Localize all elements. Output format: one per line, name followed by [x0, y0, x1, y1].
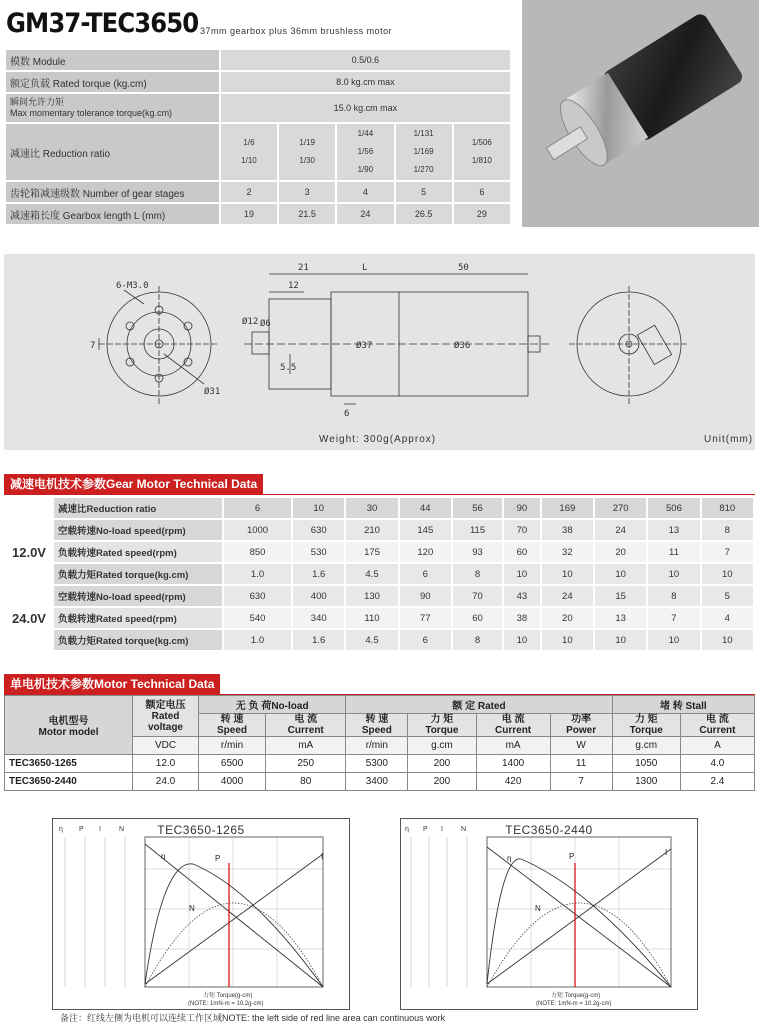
unit-cell: W [550, 737, 612, 755]
unit-cell: VDC [133, 737, 199, 755]
data-cell: 540 [223, 607, 292, 629]
model-header-en: Motor model [38, 727, 99, 738]
ratio-cell: 1/506 1/810 [453, 123, 511, 181]
unit-cell: A [680, 737, 754, 755]
length-cell: 26.5 [395, 203, 453, 225]
data-cell: 32 [541, 541, 594, 563]
col-current: 电 流 Current [266, 714, 346, 737]
data-cell: 10 [503, 563, 541, 585]
product-photo [522, 0, 759, 227]
data-cell: 400 [292, 585, 345, 607]
data-cell: 13 [647, 519, 700, 541]
col-speed: 转 速 Speed [199, 714, 266, 737]
data-cell: 15 [594, 585, 647, 607]
col-head: N [461, 826, 467, 833]
data-cell: 11 [647, 541, 700, 563]
power-curve [487, 903, 671, 987]
speed-curve [145, 844, 323, 987]
data-cell: 6 [399, 629, 452, 651]
chart-xnote: (NOTE: 1mN-m = 10.2g-cm) [188, 1001, 264, 1007]
data-cell: 7 [550, 773, 612, 791]
data-cell: 70 [503, 519, 541, 541]
data-cell: 38 [541, 519, 594, 541]
voltage-12v: 12.0V [5, 519, 53, 585]
data-cell: 1400 [476, 755, 550, 773]
dim-d31: Ø31 [204, 387, 221, 397]
chart-svg-2440 [401, 819, 699, 1011]
data-cell: 4 [701, 607, 754, 629]
data-cell: 120 [399, 541, 452, 563]
efficiency-curve [487, 859, 671, 987]
weight-label: Weight: 300g(Approx) [319, 434, 437, 445]
curve-label-n: N [189, 904, 195, 913]
data-cell: 38 [503, 607, 541, 629]
data-cell: 130 [345, 585, 398, 607]
ratio-cell: 506 [647, 497, 700, 519]
stage-cell: 3 [278, 181, 336, 203]
col-head: I [441, 826, 443, 833]
product-subtitle: 37mm gearbox plus 36mm brushless motor [200, 26, 393, 36]
data-cell: 340 [292, 607, 345, 629]
motor-model-name: TEC3650-1265 [5, 755, 133, 773]
voltage-24v: 24.0V [5, 585, 53, 651]
data-cell: 630 [292, 519, 345, 541]
data-cell: 175 [345, 541, 398, 563]
stage-cell: 4 [336, 181, 394, 203]
performance-chart-2440 [400, 818, 698, 1010]
noload-speed-label: 空载转速No-load speed(rpm) [53, 585, 223, 607]
dim-d37: Ø37 [356, 341, 373, 351]
noload-group-header: 无 负 荷No-load [199, 696, 346, 714]
unit-cell: r/min [346, 737, 408, 755]
data-cell: 70 [452, 585, 503, 607]
data-cell: 5300 [346, 755, 408, 773]
data-cell: 3400 [346, 773, 408, 791]
data-cell: 250 [266, 755, 346, 773]
chart-xlabel: 力矩 Torque(g-cm) [203, 993, 253, 999]
data-cell: 1000 [223, 519, 292, 541]
stall-group-header: 堵 转 Stall [612, 696, 754, 714]
curve-label-p: P [569, 852, 575, 861]
length-cell: 19 [220, 203, 278, 225]
ratio-cell: 1/19 1/30 [278, 123, 336, 181]
chart-title: TEC3650-2440 [505, 823, 593, 837]
col-current: 电 流 Current [680, 714, 754, 737]
dimension-drawing-svg [4, 254, 755, 450]
data-cell: 60 [452, 607, 503, 629]
col-power: 功率 Power [550, 714, 612, 737]
gearbox-length-label: 减速箱长度 Gearbox length L (mm) [5, 203, 220, 225]
current-curve [145, 854, 323, 984]
unit-cell: r/min [199, 737, 266, 755]
data-cell: 5 [701, 585, 754, 607]
curve-label-eta: η [507, 854, 512, 863]
module-label: 模数 Module [5, 49, 220, 71]
data-cell: 8 [452, 563, 503, 585]
chart-xnote: (NOTE: 1mN-m = 10.2g-cm) [536, 1001, 612, 1007]
stage-cell: 5 [395, 181, 453, 203]
data-cell: 4.0 [680, 755, 754, 773]
product-title: GM37-TEC3650 [6, 8, 199, 39]
ratio-cell: 1/131 1/169 1/270 [395, 123, 453, 181]
momentary-torque-value: 15.0 kg.cm max [220, 93, 511, 123]
data-cell: 200 [408, 755, 476, 773]
stage-cell: 6 [453, 181, 511, 203]
dim-w6: 6 [344, 409, 350, 419]
momentary-torque-label [5, 93, 220, 123]
data-cell: 10 [503, 629, 541, 651]
data-cell: 145 [399, 519, 452, 541]
curve-label-eta: η [161, 852, 166, 861]
data-cell: 1.6 [292, 563, 345, 585]
data-cell: 20 [541, 607, 594, 629]
col-head: P [423, 826, 428, 833]
data-cell: 10 [647, 629, 700, 651]
noload-speed-label: 空载转速No-load speed(rpm) [53, 519, 223, 541]
data-cell: 110 [345, 607, 398, 629]
rated-torque-value: 8.0 kg.cm max [220, 71, 511, 93]
dim-wL: L [362, 263, 368, 273]
data-cell: 6500 [199, 755, 266, 773]
curve-label-n: N [535, 904, 541, 913]
banner-divider [4, 494, 755, 495]
rated-voltage-header [133, 696, 199, 737]
chart-title: TEC3650-1265 [157, 823, 245, 837]
data-cell: 4000 [199, 773, 266, 791]
col-head: N [119, 826, 125, 833]
col-head: P [79, 826, 84, 833]
data-cell: 10 [701, 563, 754, 585]
data-cell: 13 [594, 607, 647, 629]
data-cell: 80 [266, 773, 346, 791]
motor-data-table [4, 695, 755, 791]
ratio-cell: 270 [594, 497, 647, 519]
ratio-cell: 1/6 1/10 [220, 123, 278, 181]
data-cell: 7 [647, 607, 700, 629]
data-cell: 2.4 [680, 773, 754, 791]
model-header [5, 696, 133, 755]
rated-speed-label: 负载转速Rated speed(rpm) [53, 541, 223, 563]
ratio-row-label: 减速比Reduction ratio [53, 497, 223, 519]
dim-h55: 5.5 [280, 363, 297, 373]
data-cell: 4.5 [345, 563, 398, 585]
length-cell: 29 [453, 203, 511, 225]
ratio-cell: 10 [292, 497, 345, 519]
rated-voltage-en: Rated voltage [147, 710, 183, 733]
col-torque: 力 矩 Torque [408, 714, 476, 737]
data-cell: 630 [223, 585, 292, 607]
data-cell: 10 [594, 629, 647, 651]
data-cell: 6 [399, 563, 452, 585]
col-current: 电 流 Current [476, 714, 550, 737]
data-cell: 11 [550, 755, 612, 773]
rated-voltage-cn: 额定电压 [145, 699, 186, 711]
unit-cell: g.cm [612, 737, 680, 755]
data-cell: 10 [701, 629, 754, 651]
chart-xlabel: 力矩 Torque(g-cm) [551, 993, 601, 999]
ratio-cell: 90 [503, 497, 541, 519]
rated-torque-label: 负载力矩Rated torque(kg.cm) [53, 563, 223, 585]
length-cell: 21.5 [278, 203, 336, 225]
data-cell: 1.0 [223, 629, 292, 651]
data-cell: 1.0 [223, 563, 292, 585]
curve-label-i: I [665, 848, 668, 857]
stage-cell: 2 [220, 181, 278, 203]
reduction-ratio-label: 减速比 Reduction ratio [5, 123, 220, 181]
blank-cell [5, 497, 53, 519]
motor-model-name: TEC3650-2440 [5, 773, 133, 791]
data-cell: 20 [594, 541, 647, 563]
data-cell: 10 [541, 563, 594, 585]
length-cell: 24 [336, 203, 394, 225]
data-cell: 93 [452, 541, 503, 563]
ratio-cell: 44 [399, 497, 452, 519]
efficiency-curve [145, 864, 323, 987]
data-cell: 43 [503, 585, 541, 607]
dim-w50: 50 [458, 263, 469, 273]
chart-svg-1265 [53, 819, 351, 1011]
model-header-cn: 电机型号 [48, 716, 89, 727]
ratio-cell: 30 [345, 497, 398, 519]
rated-speed-label: 负载转速Rated speed(rpm) [53, 607, 223, 629]
dim-d36: Ø36 [454, 341, 471, 351]
data-cell: 24.0 [133, 773, 199, 791]
data-cell: 8 [701, 519, 754, 541]
col-speed: 转 速 Speed [346, 714, 408, 737]
momentary-label-cn: 瞬间允许力矩 [10, 97, 65, 107]
data-cell: 1300 [612, 773, 680, 791]
data-cell: 1050 [612, 755, 680, 773]
dim-w21: 21 [298, 263, 309, 273]
data-cell: 1.6 [292, 629, 345, 651]
data-cell: 210 [345, 519, 398, 541]
data-cell: 530 [292, 541, 345, 563]
gear-stages-label: 齿轮箱减速级数 Number of gear stages [5, 181, 220, 203]
footnote: 备注：红线左侧为电机可以连续工作区域NOTE: the left side of red line area can continuous work [60, 1013, 446, 1023]
data-cell: 77 [399, 607, 452, 629]
unit-label: Unit(mm) [704, 434, 754, 445]
ratio-cell: 1/44 1/56 1/90 [336, 123, 394, 181]
data-cell: 8 [452, 629, 503, 651]
data-cell: 10 [594, 563, 647, 585]
module-value: 0.5/0.6 [220, 49, 511, 71]
curve-label-i: I [321, 852, 324, 861]
motor-banner: 单电机技术参数Motor Technical Data [4, 674, 220, 694]
data-cell: 8 [647, 585, 700, 607]
col-head: η [59, 826, 63, 833]
performance-chart-1265 [52, 818, 350, 1010]
data-cell: 10 [647, 563, 700, 585]
gearbox-spec-table [4, 48, 512, 226]
rated-torque-label: 负载力矩Rated torque(kg.cm) [53, 629, 223, 651]
dim-screws: 6-M3.0 [116, 281, 149, 291]
ratio-cell: 6 [223, 497, 292, 519]
gear-motor-banner: 减速电机技术参数Gear Motor Technical Data [4, 474, 263, 494]
data-cell: 10 [541, 629, 594, 651]
ratio-cell: 169 [541, 497, 594, 519]
data-cell: 115 [452, 519, 503, 541]
unit-cell: g.cm [408, 737, 476, 755]
dim-d7: 7 [90, 341, 96, 351]
data-cell: 24 [541, 585, 594, 607]
rated-group-header: 额 定 Rated [346, 696, 612, 714]
data-cell: 24 [594, 519, 647, 541]
ratio-cell: 56 [452, 497, 503, 519]
curve-label-p: P [215, 854, 221, 863]
data-cell: 60 [503, 541, 541, 563]
dim-w12: 12 [288, 281, 299, 291]
momentary-label-en: Max momentary tolerance torque(kg.cm) [10, 108, 173, 118]
unit-cell: mA [476, 737, 550, 755]
dim-d6: Ø6 [260, 319, 271, 329]
rated-torque-label: 额定负载 Rated torque (kg.cm) [5, 71, 220, 93]
dimension-drawing [4, 254, 755, 450]
data-cell: 12.0 [133, 755, 199, 773]
data-cell: 850 [223, 541, 292, 563]
data-cell: 200 [408, 773, 476, 791]
unit-cell: mA [266, 737, 346, 755]
dim-d12: Ø12 [242, 317, 259, 327]
data-cell: 7 [701, 541, 754, 563]
col-head: I [99, 826, 101, 833]
col-torque: 力 矩 Torque [612, 714, 680, 737]
data-cell: 90 [399, 585, 452, 607]
data-cell: 420 [476, 773, 550, 791]
ratio-cell: 810 [701, 497, 754, 519]
gear-motor-data-table [4, 496, 755, 652]
col-head: η [405, 826, 409, 833]
data-cell: 4.5 [345, 629, 398, 651]
